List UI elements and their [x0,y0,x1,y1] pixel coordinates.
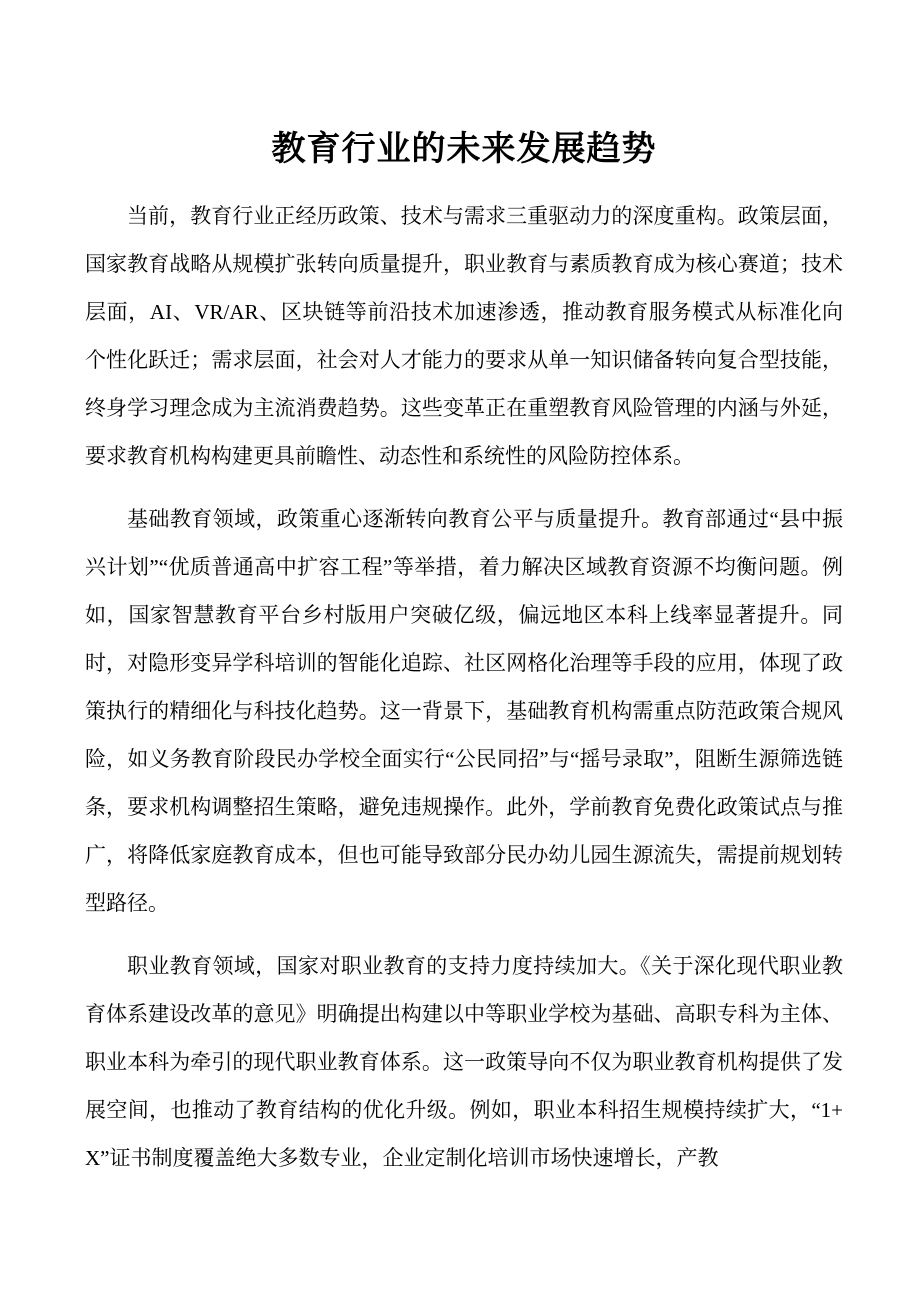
document-paragraph-3: 职业教育领域，国家对职业教育的支持力度持续加大。《关于深化现代职业教育体系建设改革的意见》明确提出构建以中等职业学校为基础、高职专科为主体、职业本科为牵引的现代职业教育体系。这一政策导向不仅为职业教育机构提供了发展空间，也推动了教育结构的优化升级。例如，职业本科招生规模持续扩大，“1+X”证书制度覆盖绝大多数专业，企业定制化培训市场快速增长，产教 [85,954,843,1170]
document-paragraph-2: 基础教育领域，政策重心逐渐转向教育公平与质量提升。教育部通过“县中振兴计划”“优质普通高中扩容工程”等举措，着力解决区域教育资源不均衡问题。例如，国家智慧教育平台乡村版用户突破亿级，偏远地区本科上线率显著提升。同时，对隐形变异学科培训的智能化追踪、社区网格化治理等手段的应用，体现了政策执行的精细化与科技化趋势。这一背景下，基础教育机构需重点防范政策合规风险，如义务教育阶段民办学校全面实行“公民同招”与“摇号录取”，阻断生源筛选链条，要求机构调整招生策略，避免违规操作。此外，学前教育免费化政策试点与推广，将降低家庭教育成本，但也可能导致部分民办幼儿园生源流失，需提前规划转型路径。 [85,507,843,915]
document-title: 教育行业的未来发展趋势 [271,130,657,168]
document-paragraph-1: 当前，教育行业正经历政策、技术与需求三重驱动力的深度重构。政策层面，国家教育战略从规模扩张转向质量提升，职业教育与素质教育成为核心赛道；技术层面，AI、VR/AR、区块链等前沿技术加速渗透，推动教育服务模式从标准化向个性化跃迁；需求层面，社会对人才能力的要求从单一知识储备转向复合型技能，终身学习理念成为主流消费趋势。这些变革正在重塑教育风险管理的内涵与外延，要求教育机构构建更具前瞻性、动态性和系统性的风险防控体系。 [85,204,843,468]
